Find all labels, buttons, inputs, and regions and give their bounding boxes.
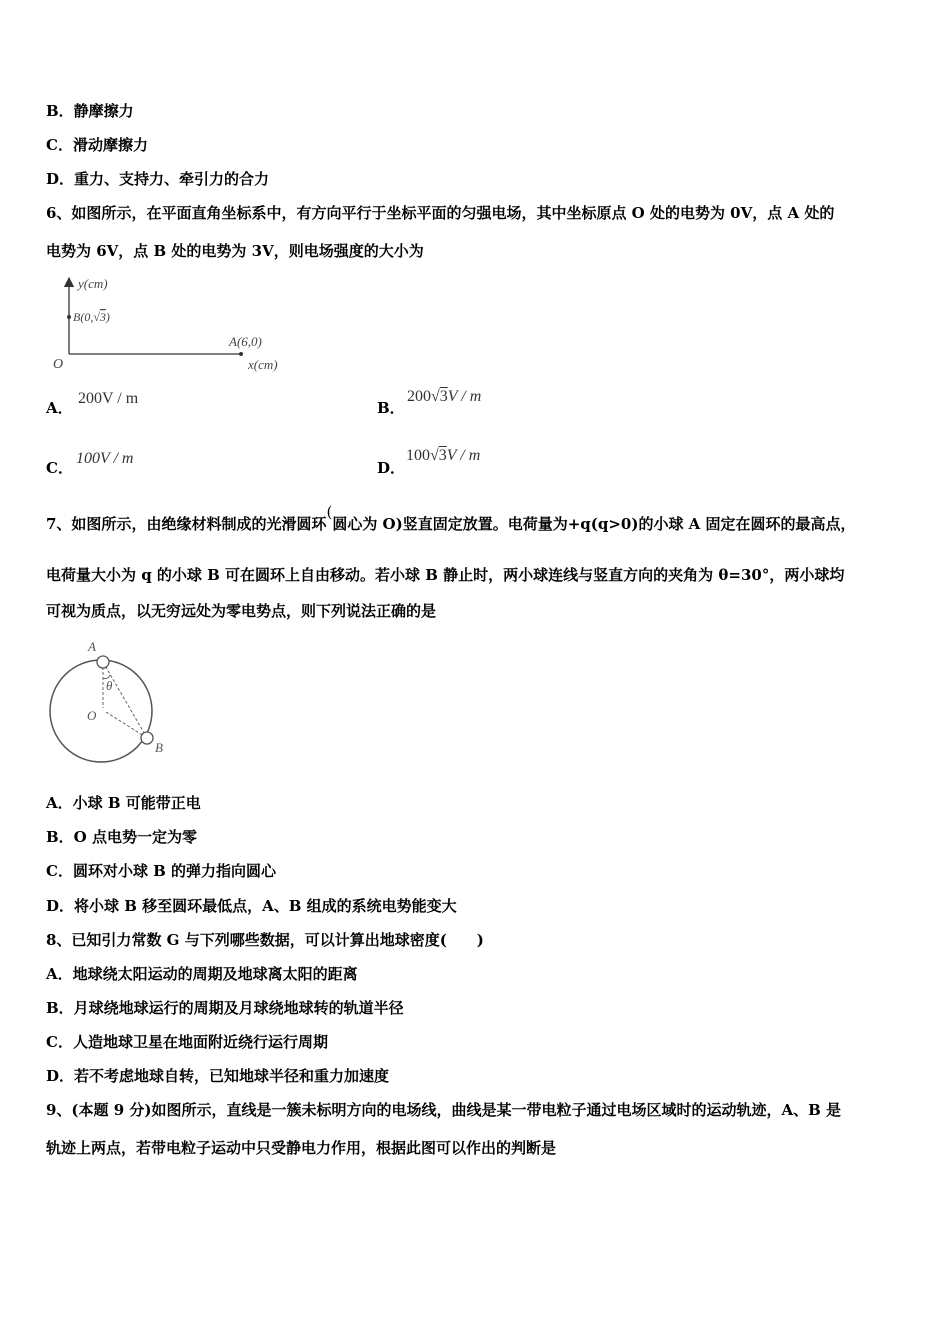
q5-option-b: B．静摩擦力 [46,102,134,120]
q7-label-theta: θ [106,678,113,693]
q6-option-b-coef: 200 [407,388,431,405]
q6-stem-line1: 6、如图所示，在平面直角坐标系中，有方向平行于坐标平面的匀强电场，其中坐标原点 O 处的电势为 0V，点 A 处的 [46,204,835,222]
q7-label-b: B [155,740,163,755]
q6-point-b [67,315,71,319]
sqrt-icon: √ [430,447,439,464]
q6-option-b-value [407,388,481,406]
q7-ring-figure [46,638,176,768]
q6-x-axis-label: x(cm) [248,357,278,372]
q5-option-d: D．重力、支持力、牵引力的合力 [46,170,270,188]
q6-option-b-unit: V / m [447,388,482,405]
q7-option-d: D．将小球 B 移至圆环最低点，A、B 组成的系统电势能变大 [46,897,457,915]
q6-point-a-label: A(6,0) [229,334,262,349]
q7-stem-line3: 可视为质点，以无穷远处为零电势点，则下列说法正确的是 [46,602,437,620]
q6-point-a [239,352,243,356]
q6-option-d-value [406,447,480,465]
q7-label-a: A [88,639,96,654]
q6-stem-line2: 电势为 6V，点 B 处的电势为 3V，则电场强度的大小为 [46,242,424,260]
q6-option-a-label: A． [46,399,73,417]
q7-option-b: B．O 点电势一定为零 [46,828,197,846]
q6-option-c-label: C． [46,459,73,477]
q8-stem: 8、已知引力常数 G 与下列哪些数据，可以计算出地球密度( ) [46,931,484,949]
q7-line-ab [103,662,147,738]
q6-y-axis-label: y(cm) [78,276,108,291]
q7-stem-line1: 7、如图所示，由绝缘材料制成的光滑圆环(圆心为 O)竖直固定放置。电荷量为+q(q>0)的小球 A 固定在圆环的最高点， [46,503,856,533]
q5-option-c: C．滑动摩擦力 [46,136,148,154]
q7-ring [50,660,152,762]
q6-option-b-root: 3 [439,388,448,405]
q6-option-d-root: 3 [438,447,447,464]
q7-ball-b [141,732,153,744]
q8-option-d: D．若不考虑地球自转，已知地球半径和重力加速度 [46,1067,390,1085]
q8-option-b: B．月球绕地球运行的周期及月球绕地球转的轨道半径 [46,999,404,1017]
q6-origin-label: O [53,357,64,372]
q7-stem-line2: 电荷量大小为 q 的小球 B 可在圆环上自由移动。若小球 B 静止时，两小球连线与竖直方向的夹角为 θ=30°，两小球均 [46,566,845,584]
q9-stem-line1: 9、(本题 9 分)如图所示，直线是一簇未标明方向的电场线，曲线是某一带电粒子通过电场区域时的运动轨迹，A、B 是 [46,1101,842,1119]
q6-option-d-label: D． [377,459,406,477]
q8-option-a: A．地球绕太阳运动的周期及地球离太阳的距离 [46,965,358,983]
q6-point-b-label: B(0,√3) [73,310,110,324]
q6-option-b-label: B． [377,399,405,417]
q7-line-ob [106,712,147,738]
q8-option-c: C．人造地球卫星在地面附近绕行运行周期 [46,1033,328,1051]
q9-stem-line2: 轨迹上两点，若带电粒子运动中只受静电力作用，根据此图可以作出的判断是 [46,1139,557,1157]
sqrt-icon: √ [431,388,440,405]
q7-option-a: A．小球 B 可能带正电 [46,794,201,812]
q6-coordinate-figure [46,272,296,378]
q6-option-d-unit: V / m [446,447,481,464]
q6-option-a-value: 200V / m [78,390,139,407]
q6-option-c-value: 100V / m [76,450,134,467]
q7-label-o: O [87,708,97,723]
q7-option-c: C．圆环对小球 B 的弹力指向圆心 [46,862,277,880]
q6-option-d-coef: 100 [406,447,430,464]
q7-ball-a [97,656,109,668]
